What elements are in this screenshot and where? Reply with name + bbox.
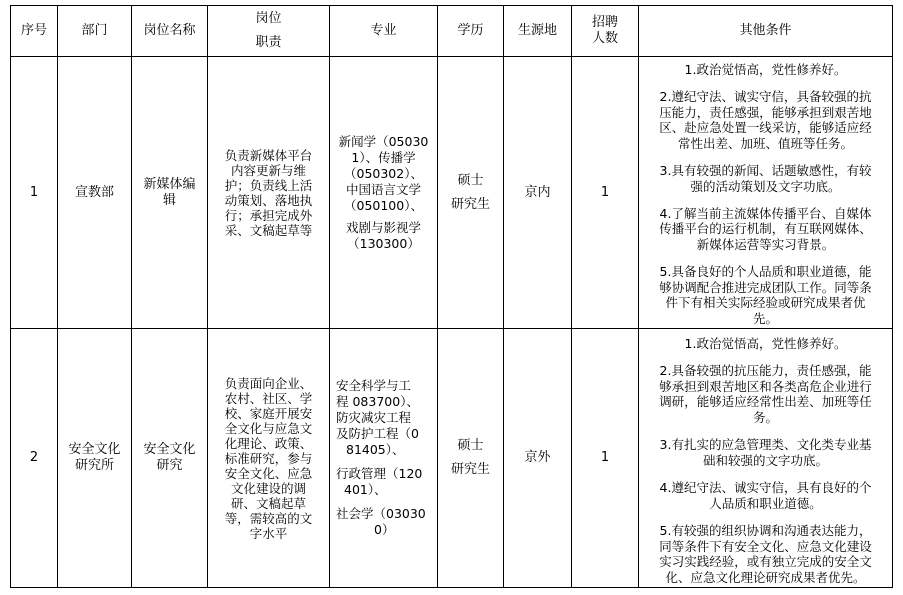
duty-line: 文化建设的调: [230, 480, 306, 496]
major-line: 安全科学与工: [336, 378, 412, 393]
duty-line: 等，需较高的文: [224, 510, 313, 526]
condition-line: 同等条件下有安全文化、应急文化建设: [659, 538, 872, 554]
condition-item: [643, 437, 888, 468]
row2-no: [11, 329, 57, 587]
duty-line: 研、文稿起草: [230, 495, 306, 511]
row1-major: [330, 57, 437, 328]
row2-other-conditions: [639, 336, 892, 585]
row2-major: [330, 329, 437, 587]
education-line: 研究生: [450, 196, 490, 212]
table-border-bottom: [10, 587, 893, 588]
condition-line: 实习实践经验，或有独立完成的安全文: [659, 554, 872, 569]
condition-line: 1.政治觉悟高，党性修养好。: [684, 336, 847, 351]
table-border-right: [892, 5, 893, 588]
condition-item: [643, 480, 888, 511]
major-line: 中国语言文学: [345, 181, 421, 197]
major-line: 81405）、: [346, 442, 405, 457]
header-dept: [58, 6, 131, 56]
duty-line: 农村、社区、学: [224, 390, 313, 406]
condition-line: 人品质和职业道德。: [709, 495, 822, 511]
condition-line: 够协调配合推进完成团队工作。同等条: [659, 279, 872, 295]
row1-duty: [208, 57, 329, 328]
post-name-line: 研究: [156, 458, 183, 473]
header-major-text: 专业: [370, 23, 397, 38]
row-dept-text: 宣教部: [74, 184, 114, 200]
condition-line: 常性出差、加班、值班等任务。: [677, 135, 853, 151]
major-line: 行政管理（120: [336, 466, 423, 481]
education-line: 硕士: [457, 438, 484, 453]
condition-line: 强的活动策划及文字功底。: [690, 178, 841, 194]
condition-line: 5.有较强的组织协调和沟通表达能力，: [659, 523, 872, 538]
condition-line: 3.有扎实的应急管理类、文化类专业基: [659, 437, 872, 453]
duty-line: 内容更新与维: [230, 162, 306, 178]
major-line: 戏剧与影视学: [345, 219, 421, 235]
header-post-name-text: 岗位名称: [143, 23, 196, 38]
header-other-text: 其他条件: [739, 23, 792, 38]
condition-line: 2.具备较强的抗压能力，责任感强，能: [659, 363, 872, 379]
condition-line: 压能力，责任感强，能够承担到艰苦地: [659, 104, 872, 120]
header-origin-text: 生源地: [517, 23, 557, 38]
duty-line: 安全文化、应急: [224, 465, 313, 481]
condition-line: 2.遵纪守法、诚实守信，具备较强的抗: [659, 89, 872, 105]
major-line: 社会学（03030: [336, 506, 426, 521]
major-line: 防灾减灾工程: [336, 410, 412, 425]
condition-item: [643, 206, 888, 253]
header-quota: [572, 6, 638, 56]
duty-line: 采、文稿起草等: [224, 222, 313, 238]
condition-item: [643, 62, 888, 78]
post-name-line: 新媒体编: [143, 176, 196, 192]
row-origin-text: 京外: [524, 450, 551, 465]
post-name-line: 安全文化: [143, 442, 196, 457]
row2-dept: [58, 329, 131, 587]
dept-line: 安全文化: [68, 442, 121, 457]
condition-line: 新媒体运营等实习背景。: [696, 236, 835, 252]
major-line: （050302）、: [344, 165, 423, 181]
duty-line: 全文化与应急文: [224, 420, 313, 436]
duty-line: 负责面向企业、: [224, 375, 313, 391]
duty-line: 标准研究，参与: [224, 450, 313, 466]
row-quota-text: 1: [600, 184, 610, 200]
condition-line: 础和较强的文字功底。: [702, 452, 828, 468]
row1-no: [11, 57, 57, 328]
condition-line: 件下有相关实际经验或研究成果者优: [665, 295, 866, 310]
condition-item: [643, 89, 888, 151]
condition-line: 化、应急文化理论研究成果者优先。: [665, 569, 866, 585]
row1-origin: [504, 57, 571, 328]
row1-post-name: [132, 57, 207, 328]
row1-education: [438, 57, 503, 328]
row-quota-text: 1: [600, 450, 610, 465]
dept-line: 研究所: [74, 458, 114, 473]
row2-quota: [572, 329, 638, 587]
major-line: 程 083700）、: [336, 394, 419, 409]
row2-origin: [504, 329, 571, 587]
header-duty-line: 职责: [255, 35, 282, 50]
condition-line: 4.遵纪守法、诚实守信，具有良好的个: [659, 480, 872, 496]
row1-dept: [58, 57, 131, 328]
condition-item: [643, 163, 888, 194]
duty-line: 行；承担完成外: [224, 207, 313, 223]
condition-item: [643, 336, 888, 352]
condition-line: 1.政治觉悟高，党性修养好。: [684, 62, 847, 77]
condition-line: 务。: [752, 409, 778, 425]
duty-line: 字水平: [249, 525, 288, 541]
header-other: [639, 6, 892, 56]
condition-item: [643, 264, 888, 326]
major-line: 及防护工程（0: [336, 426, 419, 441]
header-no-text: 序号: [20, 23, 47, 38]
condition-item: [643, 363, 888, 425]
duty-line: 负责新媒体平台: [224, 147, 313, 163]
row-origin-text: 京内: [524, 184, 551, 200]
header-education-text: 学历: [457, 23, 484, 38]
header-quota-line: 人数: [591, 31, 618, 46]
condition-line: 区、赴应急处置一线采访，能够适应经: [659, 120, 872, 136]
header-dept-text: 部门: [81, 23, 108, 38]
row-no-text: 2: [29, 450, 39, 465]
education-line: 研究生: [450, 462, 490, 477]
row2-duty: [208, 329, 329, 587]
row1-quota: [572, 57, 638, 328]
education-line: 硕士: [457, 172, 484, 188]
major-line: 新闻学（05030: [338, 133, 429, 149]
major-line: （130300）: [347, 235, 420, 251]
header-major: [330, 6, 437, 56]
major-line: 401）、: [344, 482, 387, 497]
header-origin: [504, 6, 571, 56]
row2-post-name: [132, 329, 207, 587]
header-duty: [208, 6, 329, 56]
header-post-name: [132, 6, 207, 56]
major-line: 0）: [374, 522, 395, 537]
duty-line: 护；负责线上活: [224, 177, 313, 193]
condition-line: 先。: [752, 310, 778, 326]
major-line: （050100）、: [344, 197, 423, 213]
row-no-text: 1: [29, 184, 39, 200]
condition-line: 传播平台的运行机制，有互联网媒体、: [659, 221, 872, 237]
header-education: [438, 6, 503, 56]
condition-line: 调研，能够适应经常性出差、加班等任: [659, 394, 872, 410]
major-line: 1）、传播学: [351, 149, 416, 165]
duty-line: 化理论、政策、: [224, 435, 313, 451]
condition-line: 5.具备良好的个人品质和职业道德，能: [659, 264, 872, 279]
condition-line: 4.了解当前主流媒体传播平台、自媒体: [659, 205, 872, 221]
post-name-line: 辑: [162, 192, 176, 208]
condition-line: 3.具有较强的新闻、话题敏感性，有较: [659, 163, 872, 178]
header-duty-line: 岗位: [255, 11, 282, 26]
condition-item: [643, 523, 888, 585]
header-quota-line: 招聘: [591, 15, 618, 30]
duty-line: 校、家庭开展安: [224, 405, 313, 421]
header-no: [11, 6, 57, 56]
row2-education: [438, 329, 503, 587]
duty-line: 动策划、落地执: [224, 192, 313, 208]
row1-other-conditions: [639, 62, 892, 326]
condition-line: 够承担到艰苦地区和各类高危企业进行: [659, 378, 872, 394]
